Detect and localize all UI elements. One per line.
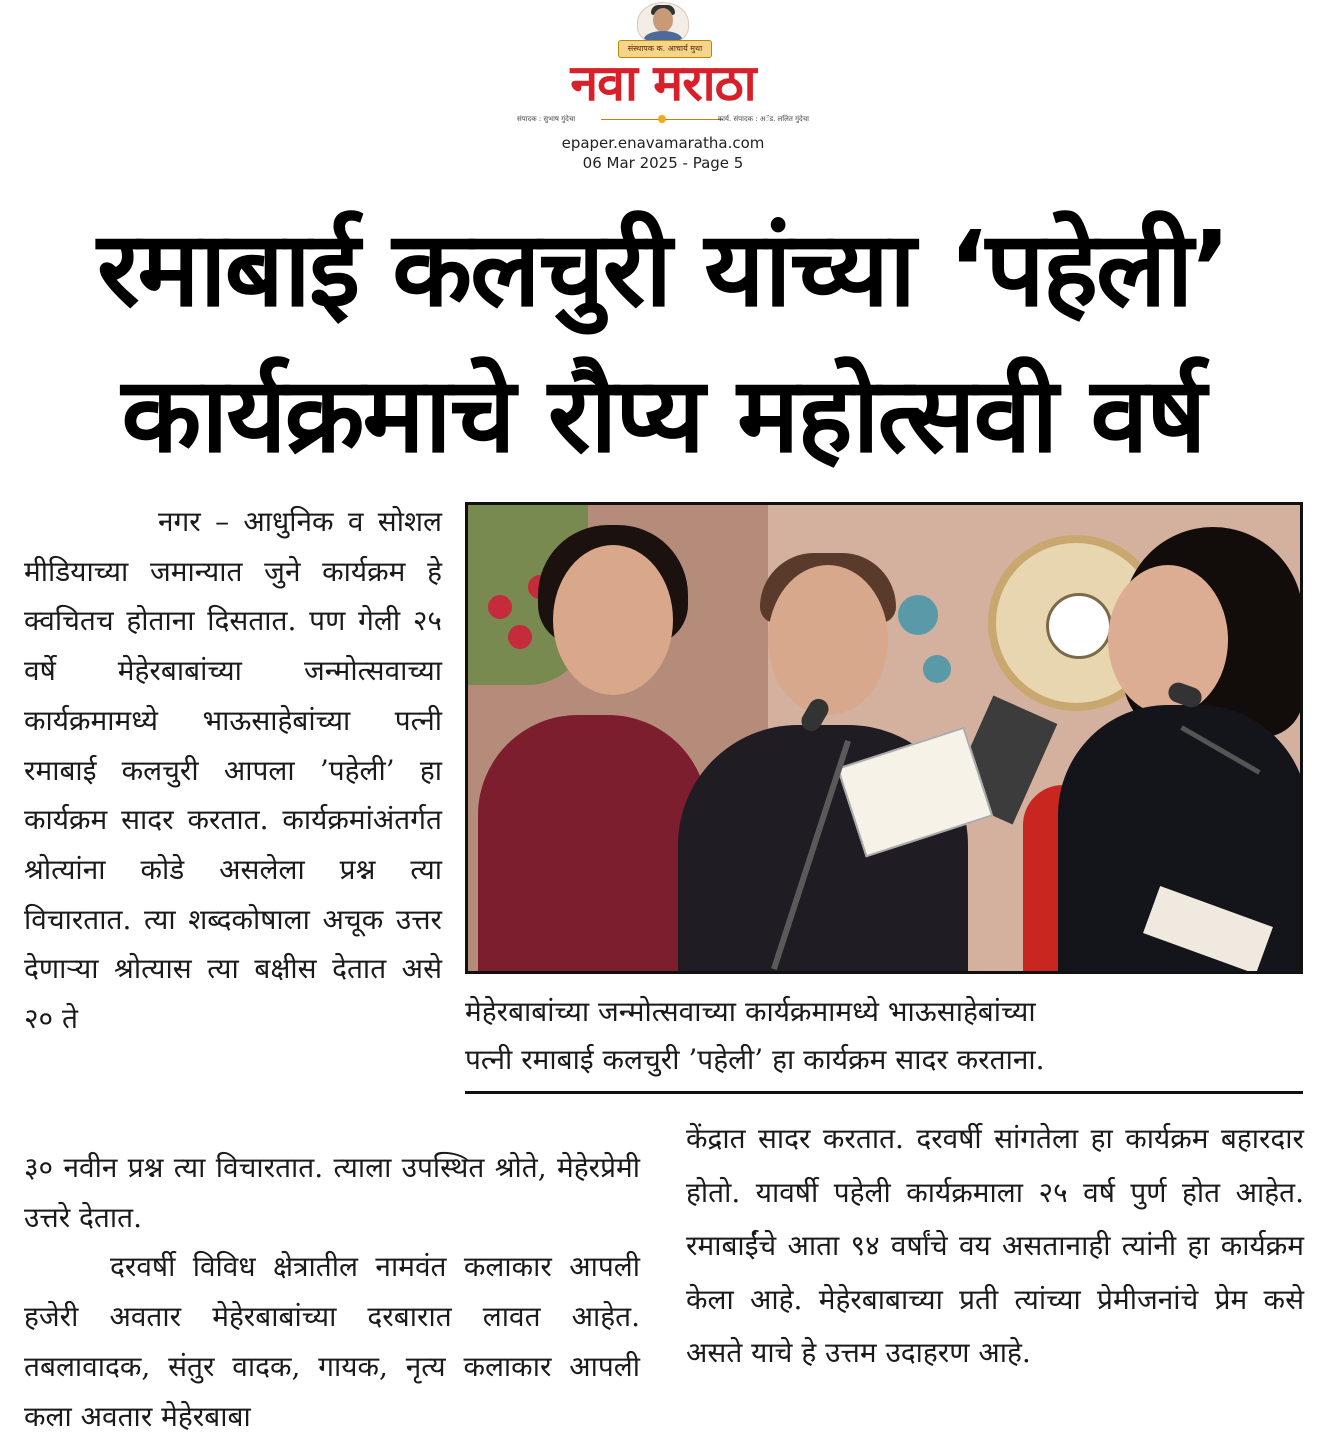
caption-divider bbox=[465, 1091, 1303, 1094]
newspaper-logo: नवा मराठा bbox=[570, 54, 756, 112]
founder-ribbon: संस्थापक क. आचार्य मुथा bbox=[618, 40, 712, 58]
paragraph-1-part-1: नगर – आधुनिक व सोशल मीडियाच्या जमान्यात जुने कार्यक्रम हे क्वचितच होताना दिसतात. पण गेली २५ वर्षे मेहेरबाबांच्या जन्मोत्सवाच्या कार्यक्रमामध्ये भाऊसाहेबांच्या पत्नी रमाबाई कलचुरी आपला ’पहेली’ हा कार्यक्रम सादर करतात. कार्यक्रमांअंतर्गत श्रोत्यांना कोडे असलेला प्रश्न त्या विचारतात. त्या शब्दकोषाला अचूक उत्तर देणाऱ्या श्रोत्यास त्या बक्षीस देतात असे २० ते bbox=[24, 505, 442, 1036]
editor-name: संपादक : सुभाष गुंदेचा bbox=[517, 115, 576, 123]
headline-line-1: रमाबाई कलचुरी यांच्या ‘पहेली’ bbox=[96, 208, 1230, 330]
photo-caption bbox=[465, 988, 1303, 1084]
article-column-left-bottom bbox=[24, 1143, 640, 1441]
paragraph-2-part-1: दरवर्षी विविध क्षेत्रातील नामवंत कलाकार आपली हजेरी अवतार मेहेरबाबांच्या दरबारात लावत आहेत. तबलावादक, संतुर वादक, गायक, नृत्य कलाकार आपली कला अवतार मेहेरबाबा bbox=[24, 1250, 640, 1433]
caption-line-2: पत्नी रमाबाई कलचुरी ’पहेली’ हा कार्यक्रम सादर करताना. bbox=[465, 1043, 1045, 1076]
article-photo bbox=[465, 502, 1303, 974]
headline-line-2: कार्यक्रमाचे रौप्य महोत्सवी वर्ष bbox=[121, 354, 1205, 476]
article-column-right bbox=[686, 1112, 1304, 1380]
epaper-url: epaper.enavamaratha.com bbox=[561, 134, 765, 152]
masthead bbox=[0, 0, 1326, 180]
executive-editor-name: कार्य. संपादक : अॅड. ललित गुंदेचा bbox=[717, 115, 809, 123]
paragraph-1-part-2: ३० नवीन प्रश्न त्या विचारतात. त्याला उपस्थित श्रोते, मेहेरप्रेमी उत्तरे देतात. bbox=[24, 1151, 640, 1234]
paragraph-2-part-2: केंद्रात सादर करतात. दरवर्षी सांगतेला हा कार्यक्रम बहारदार होतो. यावर्षी पहेली कार्यक्रमाला २५ वर्ष पुर्ण होत आहेत. रमाबाईंचे आता ९४ वर्षांचे वय असतानाही त्यांनी हा कार्यक्रम केला आहे. मेहेरबाबाच्या प्रती त्यांच्या प्रेमीजनांचे प्रेम कसे असते याचे हे उत्तम उदाहरण आहे. bbox=[686, 1122, 1304, 1370]
founder-portrait bbox=[637, 2, 689, 44]
epaper-date-page: 06 Mar 2025 - Page 5 bbox=[582, 154, 744, 172]
sun-icon bbox=[658, 115, 666, 123]
editor-credits bbox=[513, 113, 813, 125]
article-column-left-top bbox=[24, 497, 442, 1044]
article-headline bbox=[20, 196, 1306, 488]
caption-line-1: मेहेरबाबांच्या जन्मोत्सवाच्या कार्यक्रमामध्ये भाऊसाहेबांच्या bbox=[465, 995, 1036, 1028]
